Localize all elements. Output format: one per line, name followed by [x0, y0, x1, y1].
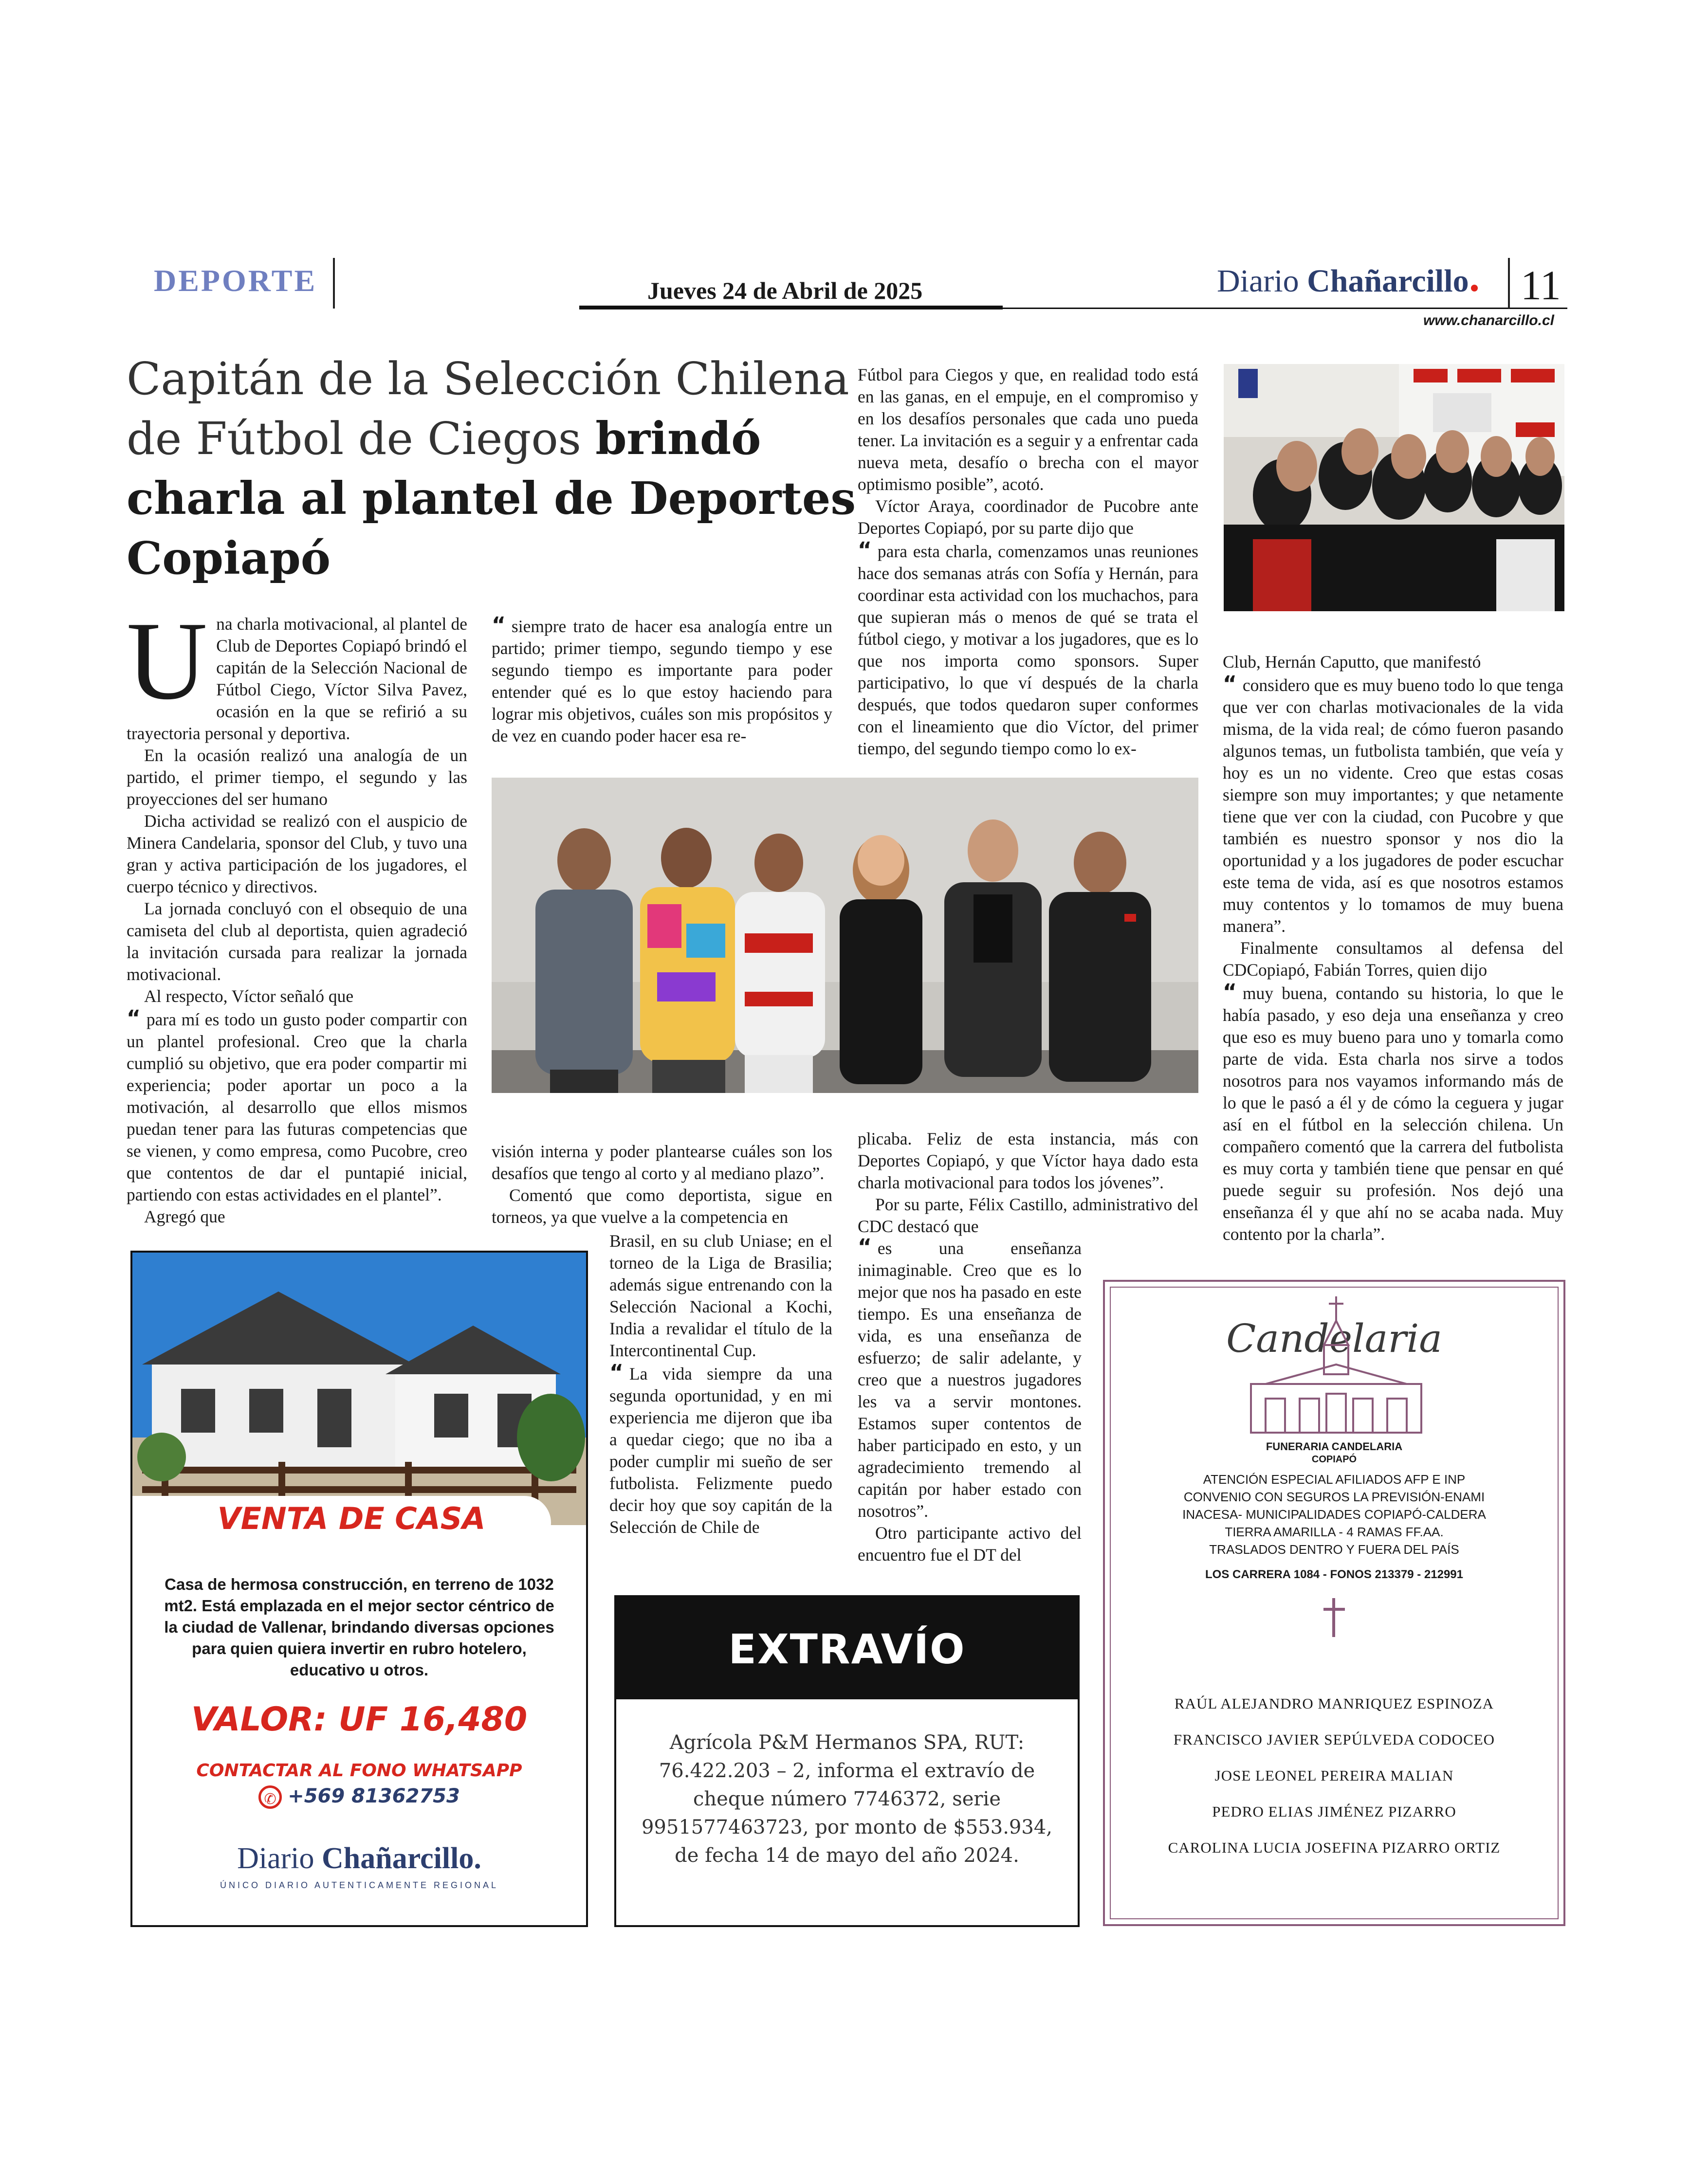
paragraph: Fútbol para Ciegos y que, en realidad todo está en las ganas, en el empuje, en el compromiso y en los desafíos personales que cada uno pueda tener. La invitación es a seguir y a enfrentar cada nueva meta, desafío o brecha con el mayor optimismo posible”, acotó.	[858, 365, 1198, 494]
paragraph: Otro participante activo del encuentro fue el DT del	[858, 1523, 1082, 1565]
paragraph: En la ocasión realizó una analogía de un partido, el primer tiempo, el segundo y las proyecciones del ser humano	[127, 746, 467, 809]
deceased-name: PEDRO ELIAS JIMÉNEZ PIZARRO	[1212, 1803, 1456, 1820]
notice-body: Agrícola P&M Hermanos SPA, RUT: 76.422.203 – 2, informa el extravío de cheque número 7746372, serie 9951577463723, por monto de $553.934, de fecha 14 de mayo del año 2024.	[641, 1731, 1052, 1867]
ad-house-price: VALOR: UF 16,480	[191, 1700, 528, 1739]
quote-paragraph: “ muy buena, contando su historia, lo que le había pasado, y eso deja una enseñanza y creo que eso es muy bueno para uno y tomarla como parte de vida. Esta charla nos sirve a todos nosotros para nos vayamos informando más de lo que le pasó a él y de cómo la ceguera y jugar así en el fútbol en la selección chilena. Un compañero comentó que la carrera del futbolista es muy corta y también tiene que pensar en qué puede seguir su profesión. Nos dejó una enseñanza él y que ahí no se acaba nada. Muy contento por la charla”.	[1223, 980, 1563, 1244]
funeral-notice	[1103, 1280, 1565, 1926]
house-sale-ad[interactable]	[130, 1251, 588, 1927]
funeral-logo: Candelaria	[1226, 1316, 1442, 1361]
headline-bold: brindó charla al plantel de Deportes Copiapó	[127, 412, 856, 584]
header-rule	[579, 306, 1003, 309]
article-column-3-narrow	[858, 1236, 1082, 1566]
funeral-city: COPIAPÓ	[1311, 1454, 1357, 1465]
quote-mark-icon: “	[492, 613, 506, 637]
deceased-names	[1105, 1686, 1563, 1866]
quote-mark-icon: “	[1223, 980, 1237, 1004]
funeral-address: LOS CARRERA 1084 - FONOS 213379 - 212991	[1205, 1568, 1463, 1581]
lost-check-notice	[614, 1595, 1080, 1927]
article-column-4	[1223, 651, 1563, 1245]
quote-paragraph: “ para mí es todo un gusto poder compartir con un plantel profesional. Creo que la charla cumplió su objetivo, que era poder compartir mi experiencia; poder aportar un poco a la motivación, al desarrollo que ellos mismos puedan tener para las futuras competencias que se vienen, y como empresa, como Pucobre, creo que contentos de dar el puntapié inicial, partiendo con estas actividades en el plantel”.	[127, 1006, 467, 1204]
headline-light: Capitán de la Selección Chilena de Fútbol de Ciegos	[127, 353, 849, 465]
house-photo	[132, 1253, 586, 1525]
dropcap: U	[127, 599, 208, 723]
article-column-3	[858, 364, 1198, 760]
ad-house-logo: Diario Chañarcillo.	[237, 1842, 481, 1875]
website-link[interactable]: www.chanarcillo.cl	[1423, 312, 1554, 328]
ad-house-contact: CONTACTAR AL FONO WHATSAPP	[196, 1761, 522, 1781]
section-label: DEPORTE	[154, 263, 317, 298]
paragraph: Víctor Araya, coordinador de Pucobre ante Deportes Copiapó, por su parte dijo que	[858, 496, 1198, 538]
quote-paragraph: “ es una enseñanza inimaginable. Creo que es lo mejor que nos ha pasado en este tiempo. Es una enseñanza de vida, es una enseñanza de esfuerzo; de salir adelante, y creo que a nuestros jugadores les va a servir montones. Estamos super contentos de haber participado en esto, y un agradecimiento tremendo al capitán por haber estado con nosotros”.	[858, 1235, 1082, 1521]
article-column-2-narrow	[609, 1230, 832, 1538]
deceased-name: JOSE LEONEL PEREIRA MALIAN	[1214, 1767, 1454, 1784]
header-divider	[1508, 258, 1510, 309]
group-photo	[492, 778, 1198, 1093]
article-column-1	[127, 599, 467, 1228]
quote-paragraph: “ considero que es muy bueno todo lo que tenga que ver con charlas motivacionales de la vida misma, de la vida real; de cómo fueron pasando algunos temas, un futbolista también, que veía y hoy es un no vidente. Creo que estas cosas siempre son muy importantes; y que netamente tiene que ver con la ciudad, con Pucobre y que también es nuestro sponsor y nos dio la oportunidad y a los jugadores de poder escuchar este tema de vida, así es que nosotros estamos muy contentos y lo tomamos de muy buena manera”.	[1223, 672, 1563, 936]
deceased-name: FRANCISCO JAVIER SEPÚLVEDA CODOCEO	[1173, 1731, 1495, 1748]
header-divider	[333, 258, 335, 309]
paragraph: Finalmente consultamos al defensa del CDCopiapó, Fabián Torres, quien dijo	[1223, 938, 1563, 980]
header-rule-thin	[1003, 308, 1567, 309]
masthead-dot-icon	[1471, 285, 1478, 291]
funeral-name: FUNERARIA CANDELARIA	[1266, 1440, 1403, 1453]
quote-paragraph: “ siempre trato de hacer esa analogía entre un partido; primer tiempo, segundo tiempo y ese segundo tiempo es importante para poder entender qué es lo que estoy haciendo para lograr mis objetivos, cuáles son mis propósitos y de vez en cuando poder hacer esa re-	[492, 613, 832, 746]
paragraph: plicaba. Feliz de esta instancia, más con Deportes Copiapó, y que Víctor haya dado esta charla motivacional para todos los jóvenes”.	[858, 1129, 1198, 1192]
article-column-3-continued	[858, 1128, 1198, 1238]
page-number: 11	[1521, 262, 1561, 309]
issue-date: Jueves 24 de Abril de 2025	[647, 277, 923, 304]
notice-title: EXTRAVÍO	[728, 1625, 966, 1673]
paragraph: Dicha actividad se realizó con el auspicio de Minera Candelaria, sponsor del Club, y tuvo una gran y activa participación de los jugadores, el cuerpo técnico y directivos.	[127, 811, 467, 896]
paragraph: Club, Hernán Caputto, que manifestó	[1223, 652, 1481, 672]
article-column-2-continued	[492, 1141, 832, 1228]
paragraph: Por su parte, Félix Castillo, administrativo del CDC destacó que	[858, 1195, 1198, 1236]
church-icon	[1246, 1292, 1426, 1438]
paragraph: Al respecto, Víctor señaló que	[144, 986, 354, 1006]
quote-mark-icon: “	[858, 1235, 872, 1259]
article-column-2	[492, 614, 832, 747]
quote-mark-icon: “	[609, 1360, 624, 1385]
ad-house-title: VENTA DE CASA	[217, 1501, 486, 1536]
quote-mark-icon: “	[858, 538, 872, 563]
paragraph: visión interna y poder plantearse cuáles son los desafíos que tengo al corto y al mediano plazo”.	[492, 1142, 832, 1183]
masthead: Diario Chañarcillo	[1217, 263, 1478, 300]
ad-house-tagline: ÚNICO DIARIO AUTENTICAMENTE REGIONAL	[220, 1880, 499, 1890]
cross-icon	[1321, 1598, 1348, 1637]
quote-paragraph: “ La vida siempre da una segunda oportunidad, y en mi experiencia me dijeron que iba a quedar ciego; que no iba a poder cumplir mi sueño de ser futbolista. Felizmente puedo decir hoy que soy capitán de la Selección de Chile de	[609, 1360, 832, 1537]
quote-mark-icon: “	[127, 1006, 141, 1031]
paragraph: La jornada concluyó con el obsequio de una camiseta del club al deportista, quien agradeció la invitación cursada para realizar la jornada motivacional.	[127, 899, 467, 984]
ad-house-description: Casa de hermosa construcción, en terreno de 1032 mt2. Está emplazada en el mejor sector céntrico de la ciudad de Vallenar, brindando diversas opciones para quien quiera invertir en rubro hotelero, educativo u otros.	[164, 1575, 554, 1679]
quote-mark-icon: “	[1223, 672, 1237, 696]
paragraph: Comentó que como deportista, sigue en torneos, ya que vuelve a la competencia en	[492, 1185, 832, 1227]
deceased-name: RAÚL ALEJANDRO MANRIQUEZ ESPINOZA	[1174, 1695, 1494, 1712]
players-audience-photo	[1224, 364, 1564, 611]
deceased-name: CAROLINA LUCIA JOSEFINA PIZARRO ORTIZ	[1168, 1839, 1501, 1856]
paragraph: Agregó que	[144, 1207, 225, 1226]
paragraph: Brasil, en su club Uniase; en el torneo de la Liga de Brasilia; además sigue entrenando con la Selección Nacional a Kochi, India a revalidar el título de la Intercontinental Cup.	[609, 1231, 832, 1360]
funeral-services: ATENCIÓN ESPECIAL AFILIADOS AFP E INP CONVENIO CON SEGUROS LA PREVISIÓN-ENAMI INACESA- MUNICIPALIDADES COPIAPÓ-CALDERA TIERRA AMARILLA - 4 RAMAS FF.AA. TRASLADOS DENTRO Y FUERA DEL PAÍS	[1182, 1472, 1486, 1557]
article-headline	[127, 349, 857, 588]
quote-paragraph: “ para esta charla, comenzamos unas reuniones hace dos semanas atrás con Sofía y Hernán, para coordinar esta actividad con los muchachos, para que supieran más o menos de qué se trata el fútbol ciego, y motivar a los jugadores, que es lo que nos importa como sponsors. Super participativo, lo que ví después de la charla después, que todos quedaron super conformes con el lineamiento que dio Víctor, del primer tiempo, del segundo tiempo como lo ex-	[858, 538, 1198, 758]
phone-icon: ✆	[258, 1785, 282, 1809]
ad-house-phone[interactable]: ✆ +569 81362753	[132, 1785, 586, 1809]
paragraph: na charla motivacional, al plantel de Club de Deportes Copiapó brindó el capitán de la Selección Nacional de Fútbol Ciego, Víctor Silva Pavez, ocasión en la que se refirió a su trayectoria personal y deportiva.	[127, 614, 467, 743]
